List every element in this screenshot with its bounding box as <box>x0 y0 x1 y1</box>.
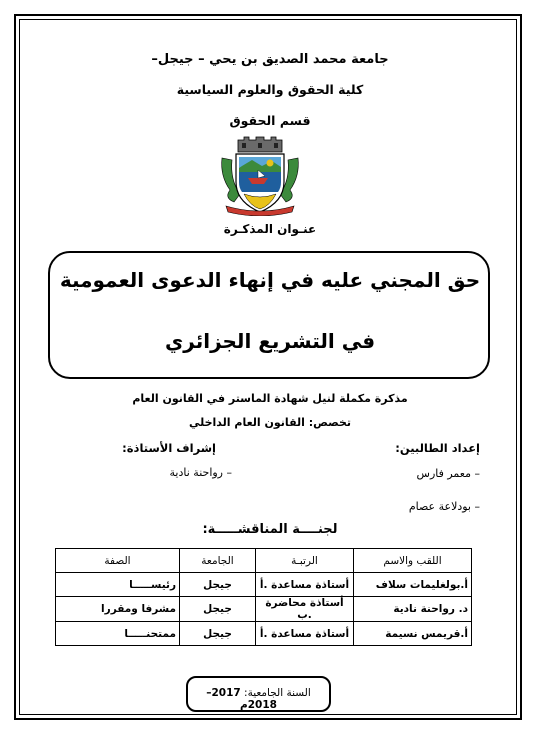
member-university: جيجل <box>180 573 256 597</box>
academic-year-value: 2017– 2018م <box>206 687 277 711</box>
table-row <box>56 622 472 646</box>
member-role: مشرفا ومقررا <box>56 597 180 622</box>
column-header: الرتبـة <box>256 549 354 573</box>
faculty-name: كلية الحقوق والعلوم السياسية <box>176 82 364 97</box>
column-header: الجامعة <box>180 549 256 573</box>
student-name: – بودلاعة عصام <box>408 500 480 513</box>
member-name: أ.قريمس نسيمة <box>354 622 472 646</box>
supervisor-label: إشراف الأستاذة: <box>122 441 216 455</box>
member-rank: أستاذة مساعدة .أ <box>256 573 354 597</box>
supervisor-name: – رواحنة نادية <box>169 466 232 479</box>
specialty: تخصص: القانون العام الداخلي <box>188 416 352 429</box>
academic-year-label: السنة الجامعية: <box>244 687 311 699</box>
member-university: جيجل <box>180 622 256 646</box>
university-emblem <box>218 136 302 216</box>
table-row <box>56 573 472 597</box>
member-rank: أستاذة مساعدة .أ <box>256 622 354 646</box>
table-row <box>56 597 472 622</box>
degree-statement: مذكرة مكملة لنيل شهادة الماستر في القانون العام <box>132 392 408 405</box>
academic-year <box>186 687 331 711</box>
member-name: د. رواحنة نادية <box>354 597 472 622</box>
member-rank: أستاذة محاضرة .ب <box>256 597 354 622</box>
memo-label: عنـوان المذكـرة <box>223 222 317 236</box>
students-label: إعداد الطالبين: <box>395 441 480 455</box>
student-name: – معمر فارس <box>416 467 480 480</box>
column-header: اللقب والاسم <box>354 549 472 573</box>
member-role: ممتحنـــــا <box>56 622 180 646</box>
jury-table <box>55 548 472 646</box>
university-name: جامعة محمد الصديق بن يحي – جيجل– <box>151 52 389 67</box>
column-header: الصفة <box>56 549 180 573</box>
thesis-title-line1: حق المجني عليه في إنهاء الدعوى العمومية <box>59 268 481 292</box>
jury-label: لجنــــة المناقشـــــة: <box>202 522 338 537</box>
member-name: أ.بولغليمات سلاف <box>354 573 472 597</box>
department-name: قسم الحقوق <box>229 113 311 128</box>
member-role: رئيســـــا <box>56 573 180 597</box>
table-header-row <box>56 549 472 573</box>
thesis-title-line2: في التشريع الجزائري <box>164 329 376 353</box>
member-university: جيجل <box>180 597 256 622</box>
